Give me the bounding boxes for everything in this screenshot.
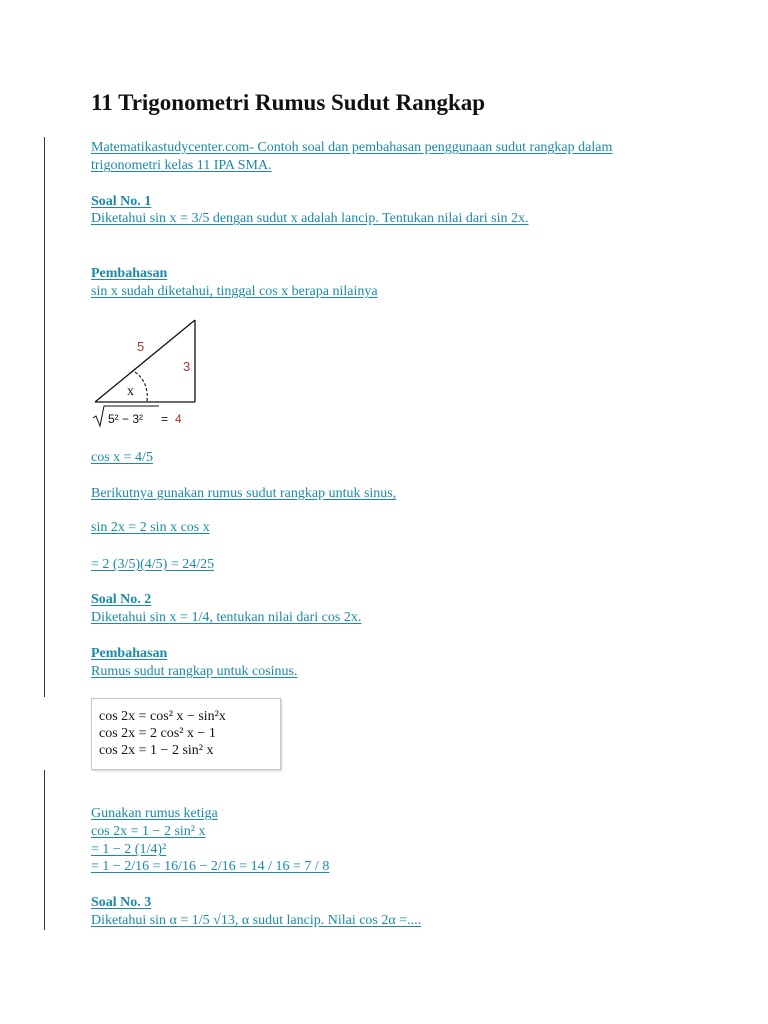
page-title: 11 Trigonometri Rumus Sudut Rangkap	[91, 90, 486, 115]
cosine-formula-box	[91, 698, 281, 770]
soal-2-pembahasan-heading[interactable]: Pembahasan	[91, 646, 168, 661]
sqrt-result: 4	[175, 412, 182, 426]
angle-label: x	[127, 384, 134, 399]
triangle-shape	[95, 320, 195, 402]
formula-line-1: cos 2x = cos² x − sin²x	[99, 709, 226, 724]
cos-x-line[interactable]: cos x = 4/5	[91, 450, 153, 465]
soal-3-heading[interactable]: Soal No. 3	[91, 895, 152, 910]
soal-1-pembahasan-heading[interactable]: Pembahasan	[91, 266, 168, 281]
soal-1-question[interactable]: Diketahui sin x = 3/5 dengan sudut x adalah lancip. Tentukan nilai dari sin 2x.	[91, 211, 529, 226]
soal-2-question[interactable]: Diketahui sin x = 1/4, tentukan nilai dari cos 2x.	[91, 610, 362, 625]
soal-2-step-1[interactable]: cos 2x = 1 − 2 sin² x	[91, 824, 206, 839]
margin-change-bar-bottom	[44, 770, 45, 930]
opposite-label: 3	[183, 359, 191, 374]
soal-2-heading[interactable]: Soal No. 2	[91, 592, 152, 607]
soal-2-step-2[interactable]: = 1 − 2 (1/4)²	[91, 842, 167, 857]
sin2x-formula-line[interactable]: sin 2x = 2 sin x cos x	[91, 520, 210, 535]
next-step-line[interactable]: Berikutnya gunakan rumus sudut rangkap untuk sinus,	[91, 486, 397, 501]
formula-line-3: cos 2x = 1 − 2 sin² x	[99, 743, 214, 758]
soal-2-step-3[interactable]: = 1 − 2/16 = 16/16 − 2/16 = 14 / 16 = 7 / 8	[91, 859, 330, 874]
intro-line-2[interactable]: trigonometri kelas 11 IPA SMA.	[91, 158, 272, 173]
soal-1-result-line[interactable]: = 2 (3/5)(4/5) = 24/25	[91, 557, 215, 572]
right-triangle-figure	[91, 316, 221, 431]
use-third-formula-line[interactable]: Gunakan rumus ketiga	[91, 806, 218, 821]
soal-2-pembahasan-text[interactable]: Rumus sudut rangkap untuk cosinus.	[91, 664, 298, 679]
soal-3-question[interactable]: Diketahui sin α = 1/5 √13, α sudut lancip. Nilai cos 2α =....	[91, 913, 422, 928]
hypotenuse-label: 5	[137, 339, 145, 354]
sqrt-expression	[93, 406, 182, 426]
sqrt-radicand: 5² − 3²	[108, 412, 144, 426]
soal-1-pembahasan-text[interactable]: sin x sudah diketahui, tinggal cos x berapa nilainya	[91, 284, 378, 299]
intro-line-1[interactable]: Matematikastudycenter.com- Contoh soal dan pembahasan penggunaan sudut rangkap dalam	[91, 140, 613, 155]
formula-line-2: cos 2x = 2 cos² x − 1	[99, 726, 216, 741]
margin-change-bar-top	[44, 137, 45, 697]
sqrt-equals: =	[161, 412, 169, 426]
soal-1-heading[interactable]: Soal No. 1	[91, 194, 152, 209]
